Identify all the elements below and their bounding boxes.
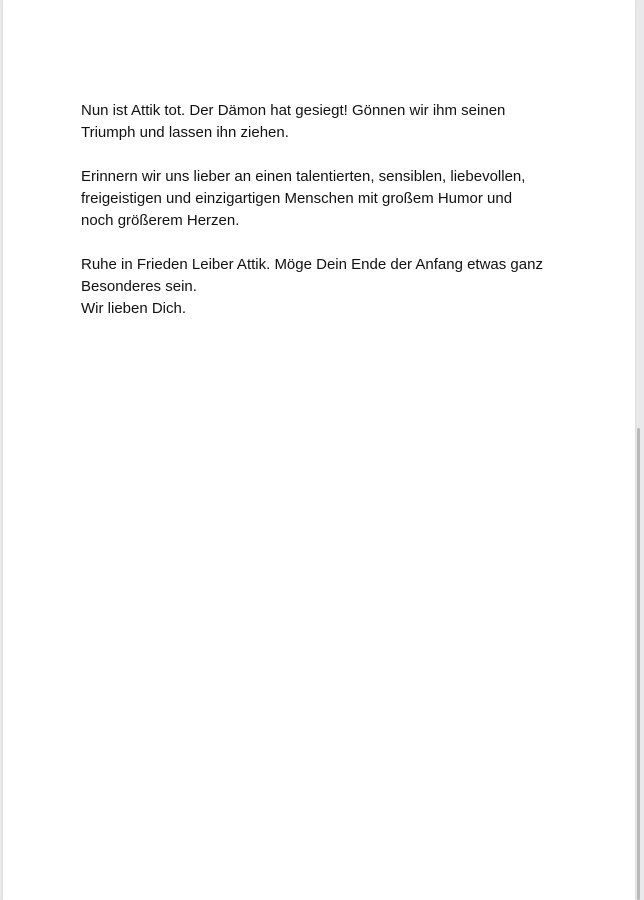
paragraph-line: freigeistigen und einzigartigen Menschen mit großem Humor und	[81, 190, 513, 207]
paragraph-line: Besonderes sein.	[81, 278, 197, 295]
paragraph-1	[81, 100, 581, 144]
paragraph-2	[81, 166, 581, 232]
paragraph-line: Triumph und lassen ihn ziehen.	[81, 124, 289, 141]
document-body	[81, 100, 581, 342]
paragraph-line: Ruhe in Frieden Leiber Attik. Möge Dein Ende der Anfang etwas ganz	[81, 256, 543, 273]
paragraph-line: Erinnern wir uns lieber an einen talentierten, sensiblen, liebevollen,	[81, 168, 526, 185]
paragraph-3	[81, 254, 581, 320]
paragraph-line: Nun ist Attik tot. Der Dämon hat gesiegt! Gönnen wir ihm seinen	[81, 102, 506, 119]
document-page	[3, 0, 635, 900]
paragraph-line: Wir lieben Dich.	[81, 300, 187, 317]
paragraph-line: noch größerem Herzen.	[81, 212, 240, 229]
scrollbar-thumb[interactable]	[637, 428, 640, 900]
